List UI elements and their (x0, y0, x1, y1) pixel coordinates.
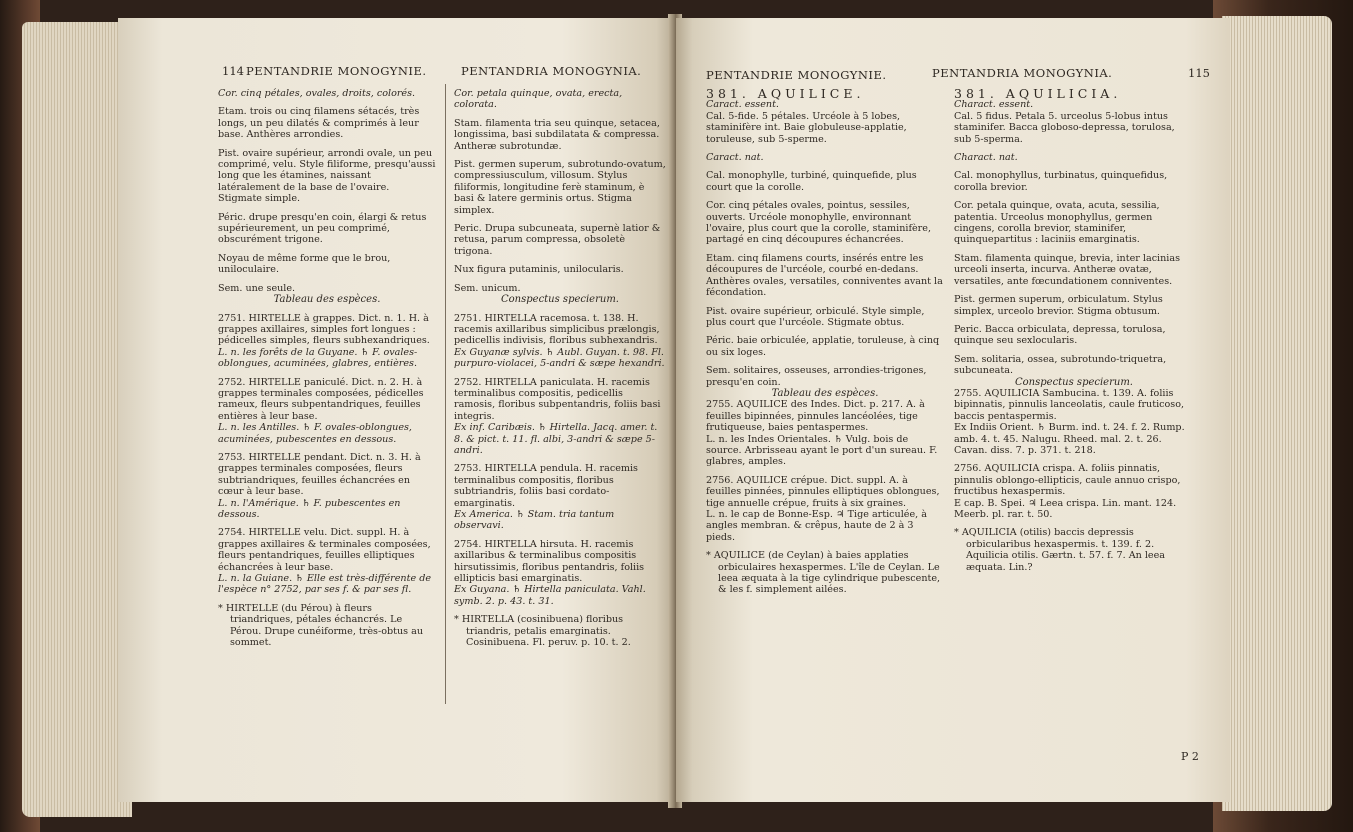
la-peric: Peric. Drupa subcuneata, supernè latior & retusa, parum compressa, obsoletè trigona. (454, 223, 661, 257)
fr-note-2755: L. n. les Indes Orientales. ♄ Vulg. bois de source. Arbrisseau ayant le port d'un sureau. F. glabres, amples. (706, 433, 938, 468)
la-pist: Pist. germen superum, orbiculatum. Stylus simplex, urceolo brevior. Stigma obtusum. (954, 294, 1163, 317)
la-pist: Pist. germen superum, subrotundo-ovatum, compressiusculum, villosum. Stylus filiformis, longitudine ferè staminum, è basi & latere germinis ortus. Stigma simplex. (454, 159, 666, 216)
fr-species-2754: 2754. HIRTELLE velu. Dict. suppl. H. à grappes axillaires & terminales composées, fleurs pentandriques, feuilles elliptiques échancrées à leur base. (218, 527, 431, 573)
page-stack-left (22, 22, 132, 817)
fr-note-2752: L. n. les Antilles. ♄ F. ovales-oblongues, acuminées, pubescentes en dessous. (218, 422, 412, 445)
fr-cor: Cor. cinq pétales, ovales, droits, colorés. (218, 88, 416, 99)
la-species-table-title: Conspectus specierum. (1015, 376, 1133, 388)
fr-species-2753: 2753. HIRTELLE pendant. Dict. n. 3. H. à grappes terminales composées, fleurs subtriandriques, feuilles échancrées en cœur à leur base. (218, 451, 421, 498)
la-note-2755: Ex Indiis Orient. ♄ Burm. ind. t. 24. f. 2. Rump. amb. 4. t. 45. Nalugu. Rheed. mal. 2. t. 26. Cavan. diss. 7. p. 371. t. 218. (954, 422, 1185, 456)
fr-noyau: Noyau de même forme que le brou, uniloculaire. (218, 252, 391, 276)
fr-peric: Péric. baie orbiculée, applatie, toruleuse, à cinq ou six loges. (706, 335, 940, 358)
la-species-2756: 2756. AQUILICIA crispa. A. foliis pinnatis, pinnulis oblongo-ellipticis, caule annuo crispo, fructibus hexaspermis. (954, 463, 1181, 498)
fr-species-2751: 2751. HIRTELLE à grappes. Dict. n. 1. H. à grappes axillaires, simples fort longues : pédicelles simples, fleurs subhexandriques. (218, 312, 430, 347)
fr-etam: Etam. cinq filamens courts, insérés entre les découpures de l'urcéole, courbé en-dedans. Anthères ovales, versatiles, conniventes avant la fécondation. (706, 252, 943, 299)
signature-mark: P 2 (1181, 750, 1199, 763)
fr-sem: Sem. solitaires, osseuses, arrondies-trigones, presqu'en coin. (706, 365, 927, 388)
left-french-column (218, 88, 436, 648)
fr-peric: Péric. drupe presqu'en coin, élargi & retus supérieurement, un peu comprimé, obscurément trigone. (218, 211, 427, 246)
fr-species-2756: 2756. AQUILICE crépue. Dict. suppl. A. à feuilles pinnées, pinnules elliptiques oblongues, tige annuelle crépue, fruits à six graines. (706, 474, 940, 509)
la-stam: Stam. filamenta quinque, brevia, inter lacinias urceoli inserta, incurva. Antheræ ovatæ, versatiles, ante fœcundationem conniventes. (954, 252, 1181, 287)
la-peric: Peric. Bacca orbiculata, depressa, torulosa, quinque seu sexlocularis. (954, 323, 1166, 347)
la-stam: Stam. filamenta tria seu quinque, setacea, longissima, basi subdilatata & compressa. Antheræ subrotundæ. (454, 117, 660, 152)
la-species-2751: 2751. HIRTELLA racemosa. t. 138. H. racemis axillaribus simplicibus prælongis, pedicellis indivisis, floribus subhexandris. (454, 312, 660, 347)
la-charact-nat: Charact. nat. (954, 152, 1018, 164)
la-species-2753: 2753. HIRTELLA pendula. H. racemis terminalibus compositis, floribus subtriandris, foliis basi cordato-emarginatis. (454, 463, 638, 509)
fr-pist: Pist. ovaire supérieur, orbiculé. Style simple, plus court que l'urcéole. Stigmate obtus. (706, 305, 925, 328)
fr-note-2751: L. n. les forêts de la Guyane. ♄ F. ovales-oblongues, acuminées, glabres, entières. (218, 346, 418, 370)
fr-cal-essent: Cal. 5-fide. 5 pétales. Urcéole à 5 lobes, staminifère int. Baie globuleuse-applatie, toruleuse, sub 5-sperme. (706, 110, 907, 145)
right-french-column (706, 88, 944, 596)
fr-species-2752: 2752. HIRTELLE paniculé. Dict. n. 2. H. à grappes terminales composées, pédicelles rameux, fleurs subpentandriques, feuilles entières à leur base. (218, 376, 424, 422)
right-page-number: 115 (1188, 66, 1210, 80)
left-page-number: 114 (222, 64, 244, 78)
fr-sem: Sem. une seule. (218, 282, 296, 294)
la-species-table-title: Conspectus specierum. (501, 294, 619, 306)
la-species-otilis: * AQUILICIA (otilis) baccis depressis orbicularibus hexaspermis. t. 139. f. 2. Aquilicia otilis. Gærtn. t. 57. f. 7. An leea æquata. Lin.? (954, 527, 1165, 573)
left-latin-header: PENTANDRIA MONOGYNIA. (461, 64, 642, 78)
fr-species-2755: 2755. AQUILICE des Indes. Dict. p. 217. A. à feuilles bipinnées, pinnules lancéolées, tige frutiqueuse, baies pentaspermes. (706, 399, 925, 434)
la-species-2752: 2752. HIRTELLA paniculata. H. racemis terminalibus compositis, pedicellis ramosis, floribus subpentandris, foliis basi integris. (454, 376, 661, 422)
fr-note-2756: L. n. le cap de Bonne-Esp. ♃ Tige articulée, à angles membran. & crêpus, haute de 2 à 3 pieds. (706, 509, 927, 543)
fr-species-ceylan: * AQUILICE (de Ceylan) à baies applaties orbiculaires hexaspermes. L'île de Ceylan. Le leea æquata à la tige cylindrique pubescente, & les f. simplement ailées. (706, 550, 941, 596)
la-sem: Sem. unicum. (454, 282, 521, 294)
la-cal-essent: Cal. 5 fidus. Petala 5. urceolus 5-lobus intus staminifer. Bacca globoso-depressa, torulosa, sub 5-sperma. (954, 110, 1175, 145)
la-sem: Sem. solitaria, ossea, subrotundo-triquetra, subcuneata. (954, 353, 1167, 377)
fr-species-table-title: Tableau des espèces. (273, 294, 381, 306)
column-divider (445, 84, 446, 704)
left-latin-column (454, 88, 666, 648)
la-note-2754: Ex Guyana. ♄ Hirtella paniculata. Vahl. symb. 2. p. 43. t. 31. (454, 584, 646, 607)
fr-note-2754: L. n. la Guiane. ♄ Elle est très-différente de l'espèce n° 2752, par ses f. & par ses fl. (218, 573, 432, 596)
fr-caract-nat: Caract. nat. (706, 152, 764, 164)
la-species-2755: 2755. AQUILICIA Sambucina. t. 139. A. foliis bipinnatis, pinnulis lanceolatis, caule fruticoso, baccis pentaspermis. (954, 387, 1185, 422)
fr-cor: Cor. cinq pétales ovales, pointus, sessiles, ouverts. Urcéole monophylle, environnant l'ovaire, plus court que la corolle, staminifère, partagé en cinq découpures échancrées. (706, 200, 931, 246)
fr-caract-essent: Caract. essent. (706, 99, 779, 111)
fr-cal: Cal. monophylle, turbiné, quinquefide, plus court que la corolle. (706, 170, 917, 193)
la-note-2751: Ex Guyanæ sylvis. ♄ Aubl. Guyan. t. 98. Fl. purpuro-violacei, 5-andri & sæpe hexandri. (454, 346, 665, 370)
la-cor: Cor. petala quinque, ovata, erecta, colorata. (454, 88, 623, 111)
la-species-cosinibuena: * HIRTELLA (cosinibuena) floribus triandris, petalis emarginatis. Cosinibuena. Fl. peruv. p. 10. t. 2. (454, 614, 631, 649)
la-cor: Cor. petala quinque, ovata, acuta, sessilia, patentia. Urceolus monophyllus, germen cingens, corolla brevior, staminifer, quinquepartitus : laciniis emarginatis. (954, 200, 1160, 246)
la-nux: Nux figura putaminis, unilocularis. (454, 264, 624, 276)
left-french-header: PENTANDRIE MONOGYNIE. (246, 64, 427, 78)
page-stack-right (1222, 16, 1332, 811)
la-cal: Cal. monophyllus, turbinatus, quinquefidus, corolla brevior. (954, 170, 1168, 193)
fr-genus-title: 381. AQUILICE. (706, 86, 865, 101)
fr-species-table-title: Tableau des espèces. (771, 387, 879, 399)
la-note-2756: E cap. B. Spei. ♃ Leea crispa. Lin. mant. 124. Meerb. pl. rar. t. 50. (954, 497, 1177, 520)
right-french-header: PENTANDRIE MONOGYNIE. (706, 68, 887, 82)
right-latin-header: PENTANDRIA MONOGYNIA. (932, 66, 1113, 80)
fr-etam: Etam. trois ou cinq filamens sétacés, très longs, un peu dilatés & comprimés à leur base. Anthères arrondies. (218, 106, 420, 141)
la-species-2754: 2754. HIRTELLA hirsuta. H. racemis axillaribus & terminalibus compositis hirsutissimis, floribus pentandris, foliis ellipticis basi emarginatis. (454, 538, 645, 585)
right-page (676, 18, 1230, 802)
right-latin-column (954, 88, 1194, 573)
fr-pist: Pist. ovaire supérieur, arrondi ovale, un peu comprimé, velu. Style filiforme, presqu'aussi long que les étamines, naissant latéralement de la base de l'ovaire. Stigmate simple. (218, 147, 436, 205)
la-note-2753: Ex America. ♄ Stam. tria tantum observavi. (454, 509, 615, 532)
left-page (118, 18, 673, 802)
fr-species-peru: * HIRTELLE (du Pérou) à fleurs triandriques, pétales échancrés. Le Pérou. Drupe cunéiforme, très-obtus au sommet. (218, 602, 424, 649)
la-note-2752: Ex inf. Caribæis. ♄ Hirtella. Jacq. amer. t. 8. & pict. t. 11. fl. albi, 3-andri & sæpe 5-andri. (454, 422, 658, 456)
la-genus-title: 381. AQUILICIA. (954, 86, 1122, 101)
la-charact-essent: Charact. essent. (954, 99, 1034, 111)
fr-note-2753: L. n. l'Amérique. ♄ F. pubescentes en dessous. (218, 497, 401, 520)
